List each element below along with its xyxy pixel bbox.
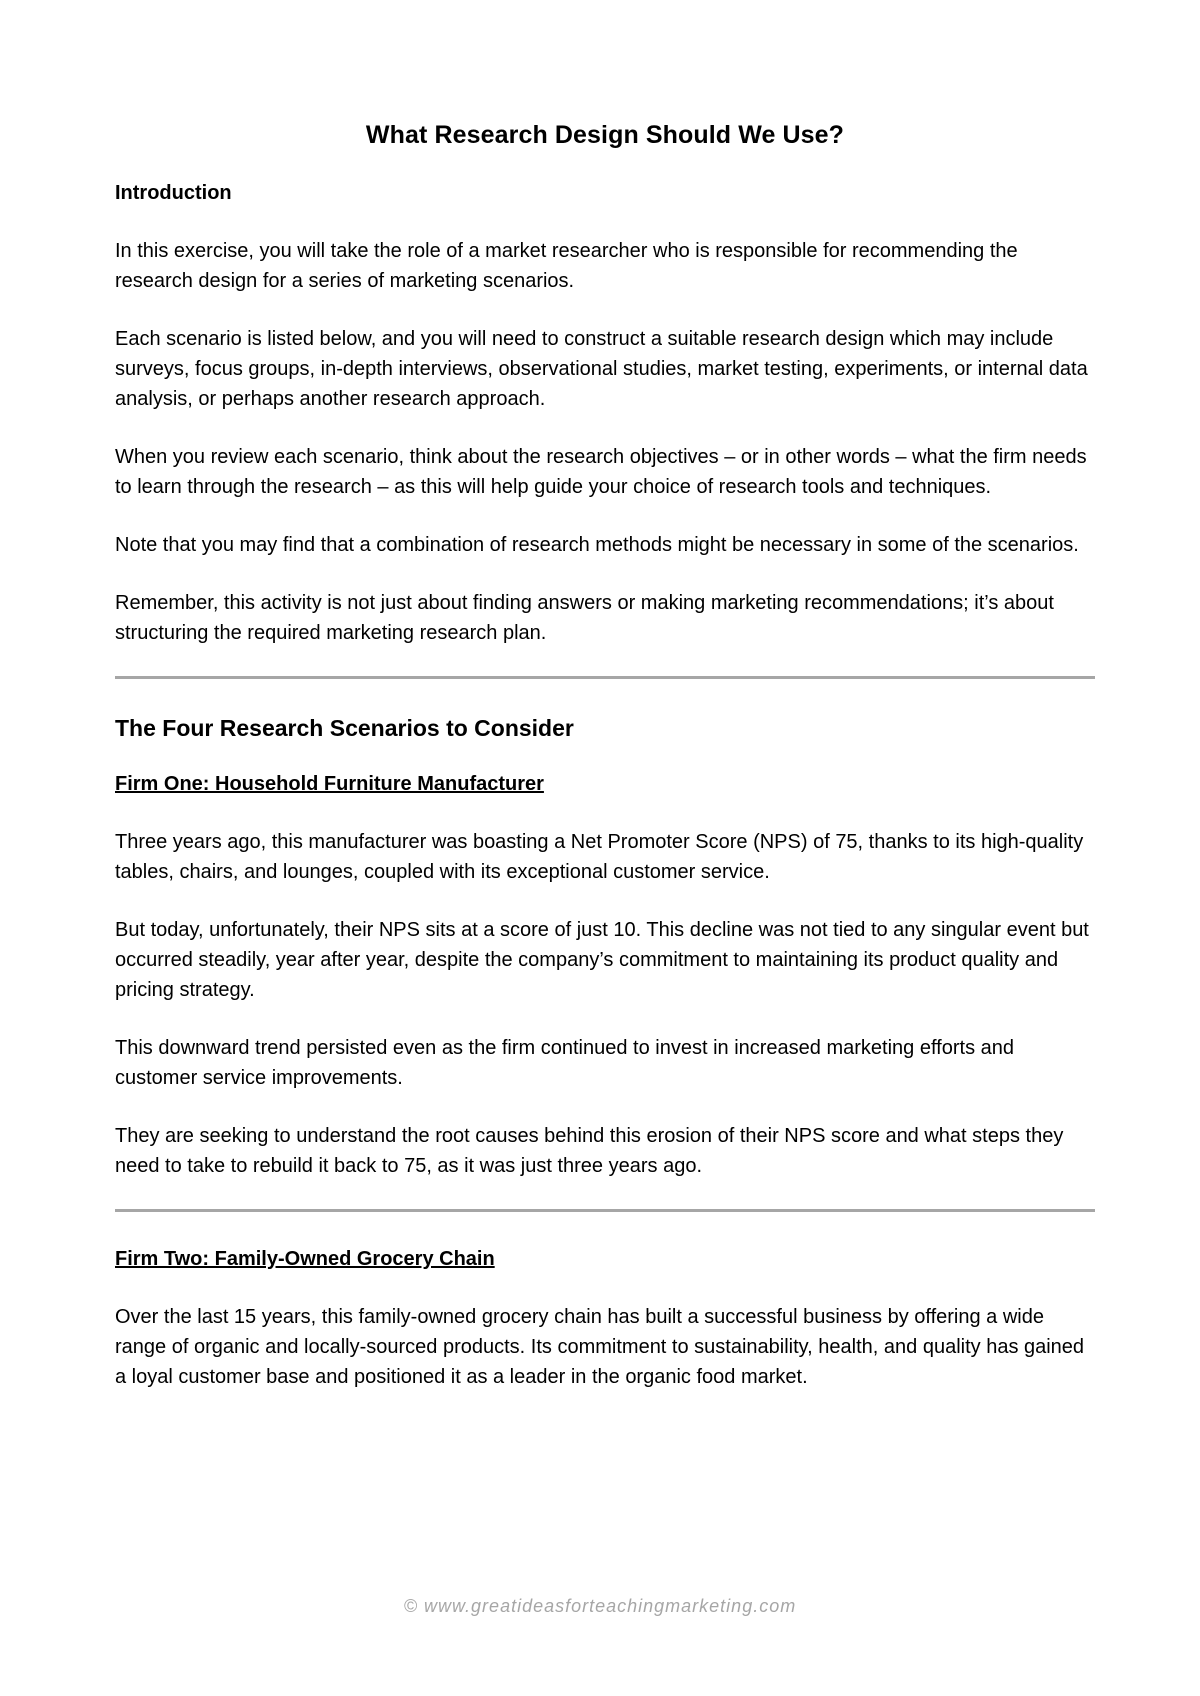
firm-one-heading: Firm One: Household Furniture Manufacturer (115, 773, 544, 795)
intro-paragraph-3: When you review each scenario, think about the research objectives – or in other words – what the firm needs to learn through the research – as this will help guide your choice of research tools and techniques. (115, 446, 1087, 498)
firm-two-paragraph-1: Over the last 15 years, this family-owned grocery chain has built a successful business by offering a wide range of organic and locally-sourced products. Its commitment to sustainability, health, and quality has gained a loyal customer base and positioned it as a leader in the organic food market. (115, 1306, 1085, 1388)
firm-one-paragraph-1: Three years ago, this manufacturer was boasting a Net Promoter Score (NPS) of 75, thanks to its high-quality tables, chairs, and lounges, coupled with its exceptional customer service. (115, 831, 1084, 883)
firm-two-heading: Firm Two: Family-Owned Grocery Chain (115, 1248, 495, 1270)
firm-one-paragraph-2: But today, unfortunately, their NPS sits at a score of just 10. This decline was not tied to any singular event but occurred steadily, year after year, despite the company’s commitment to maintaining its product quality and pricing strategy. (115, 919, 1089, 1001)
intro-paragraph-2: Each scenario is listed below, and you will need to construct a suitable research design which may include surveys, focus groups, in-depth interviews, observational studies, market testing, experiments, or internal data analysis, or perhaps another research approach. (115, 328, 1088, 410)
document-page (115, 118, 1095, 1420)
firm-one-paragraph-4: They are seeking to understand the root causes behind this erosion of their NPS score and what steps they need to take to rebuild it back to 75, as it was just three years ago. (115, 1125, 1064, 1177)
intro-paragraph-5: Remember, this activity is not just about finding answers or making marketing recommendations; it’s about structuring the required marketing research plan. (115, 592, 1054, 644)
scenarios-heading: The Four Research Scenarios to Consider (115, 715, 574, 741)
document-title: What Research Design Should We Use? (365, 121, 845, 149)
footer-copyright: © www.greatideasforteachingmarketing.com (403, 1596, 797, 1616)
section-divider-1 (115, 676, 1095, 679)
section-divider-2 (115, 1209, 1095, 1212)
firm-one-paragraph-3: This downward trend persisted even as the firm continued to invest in increased marketing efforts and customer service improvements. (115, 1037, 1014, 1089)
introduction-label: Introduction (115, 182, 232, 204)
intro-paragraph-4: Note that you may find that a combination of research methods might be necessary in some of the scenarios. (115, 534, 1079, 556)
intro-paragraph-1: In this exercise, you will take the role of a market researcher who is responsible for recommending the research design for a series of marketing scenarios. (115, 240, 1018, 292)
